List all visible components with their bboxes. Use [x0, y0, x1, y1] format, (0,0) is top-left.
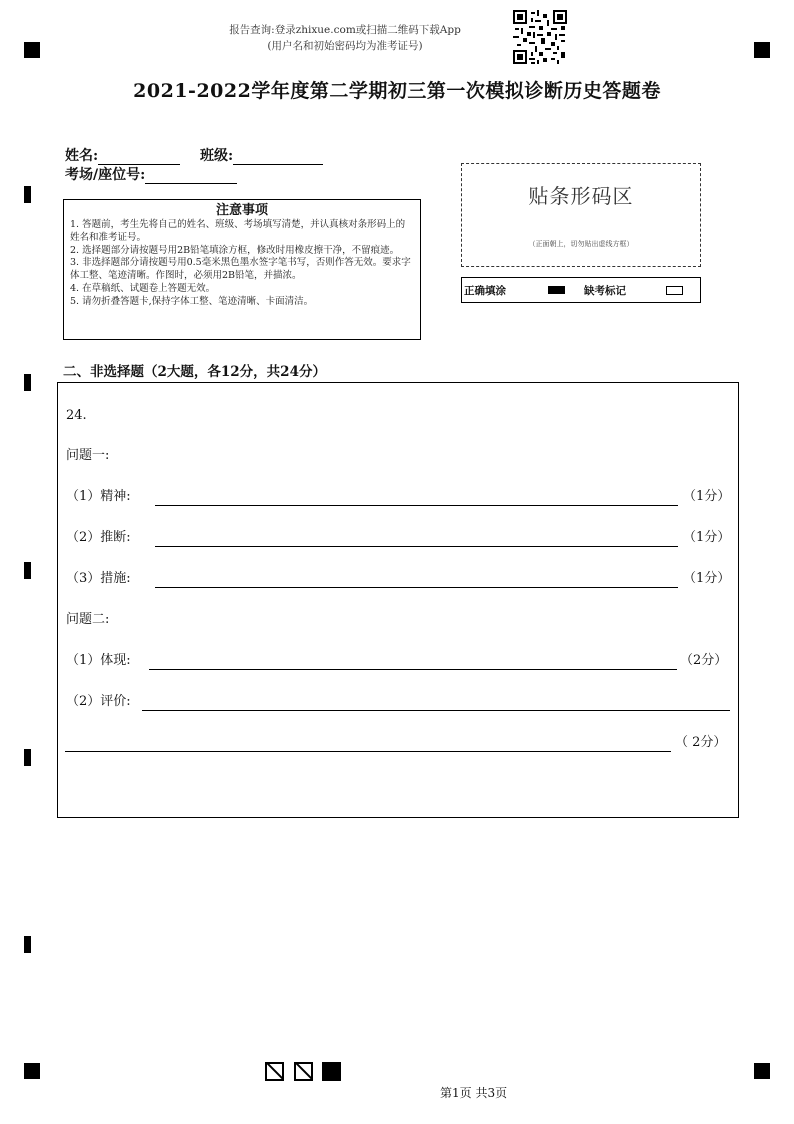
- page-number: 第1页 共3页: [440, 1086, 508, 1100]
- corner-mark-bottom-left: [24, 1063, 40, 1079]
- crossed-box-icon: [294, 1062, 313, 1081]
- timing-mark: [24, 186, 31, 203]
- qr-code-icon[interactable]: [513, 10, 567, 64]
- part2-label: 问题二:: [66, 612, 110, 627]
- barcode-note: （正面朝上，切勿贴出虚线方框）: [528, 240, 634, 248]
- score-label: （ 2分）: [675, 735, 727, 750]
- part1-label: 问题一:: [66, 448, 110, 463]
- timing-mark: [24, 562, 31, 579]
- score-label: （2分）: [680, 653, 728, 668]
- correct-fill-label: 正确填涂: [464, 285, 506, 297]
- exam-title: 2021-2022学年度第二学期初三第一次模拟诊断历史答题卷: [133, 80, 661, 102]
- crossed-box-icon: [265, 1062, 284, 1081]
- answer-label: （3）措施:: [66, 571, 131, 586]
- filled-box-icon: [548, 286, 565, 294]
- barcode-title: 贴条形码区: [528, 184, 634, 208]
- fill-legend: [461, 277, 701, 303]
- answer-label: （1）精神:: [66, 489, 131, 504]
- seat-field-row: [65, 164, 237, 184]
- corner-mark-top-right: [754, 42, 770, 58]
- notice-box: [63, 199, 421, 340]
- notice-item: 3. 非选择题部分请按题号用0.5毫米黑色墨水签字笔书写，否则作答无效。要求字体工整、笔迹清晰。作图时，必须用2B铅笔，并描浓。: [70, 257, 411, 282]
- answer-line[interactable]: [65, 751, 671, 752]
- corner-mark-top-left: [24, 42, 40, 58]
- absent-mark-box[interactable]: [666, 286, 683, 295]
- score-label: （1分）: [683, 489, 731, 504]
- timing-mark: [24, 374, 31, 391]
- class-label: 班级:: [200, 148, 234, 164]
- name-field-row: [65, 145, 180, 165]
- section-title: 二、非选择题（2大题，各12分，共24分）: [63, 364, 326, 380]
- score-label: （1分）: [683, 571, 731, 586]
- answer-line[interactable]: [155, 587, 678, 588]
- seat-label: 考场/座位号:: [65, 167, 146, 183]
- seat-field[interactable]: [145, 169, 237, 184]
- name-field[interactable]: [98, 150, 180, 165]
- name-label: 姓名:: [65, 148, 99, 164]
- answer-line[interactable]: [155, 505, 678, 506]
- corner-mark-bottom-right: [754, 1063, 770, 1079]
- class-field-row: [200, 145, 323, 165]
- notice-item: 4. 在草稿纸、试题卷上答题无效。: [70, 282, 216, 294]
- credentials-note: (用户名和初始密码均为准考证号): [267, 40, 423, 52]
- report-query-line: 报告查询:登录zhixue.com或扫描二维码下载App: [229, 24, 461, 36]
- notice-item: 1. 答题前，考生先将自己的姓名、班级、考场填写清楚，并认真核对条形码上的姓名和准考证号。: [70, 219, 406, 243]
- score-label: （1分）: [683, 530, 731, 545]
- class-field[interactable]: [233, 150, 323, 165]
- notice-item: 5. 请勿折叠答题卡,保持字体工整、笔迹清晰、卡面清洁。: [70, 295, 314, 307]
- answer-label: （2）推断:: [66, 530, 131, 545]
- filled-box-icon: [322, 1062, 341, 1081]
- report-query-info: [180, 22, 510, 54]
- notice-title: 注意事项: [215, 203, 268, 218]
- absent-mark-label: 缺考标记: [584, 285, 626, 297]
- notice-item: 2. 选择题部分请按题号用2B铅笔填涂方框，修改时用橡皮擦干净，不留痕迹。: [70, 244, 400, 256]
- timing-mark: [24, 749, 31, 766]
- question-number: 24.: [66, 408, 87, 423]
- answer-line[interactable]: [155, 546, 678, 547]
- answer-line[interactable]: [149, 669, 677, 670]
- timing-mark: [24, 936, 31, 953]
- answer-label: （1）体现:: [66, 653, 131, 668]
- answer-line[interactable]: [142, 710, 730, 711]
- answer-label: （2）评价:: [66, 694, 131, 709]
- barcode-area[interactable]: [461, 163, 701, 267]
- answer-box-q24[interactable]: [57, 382, 739, 818]
